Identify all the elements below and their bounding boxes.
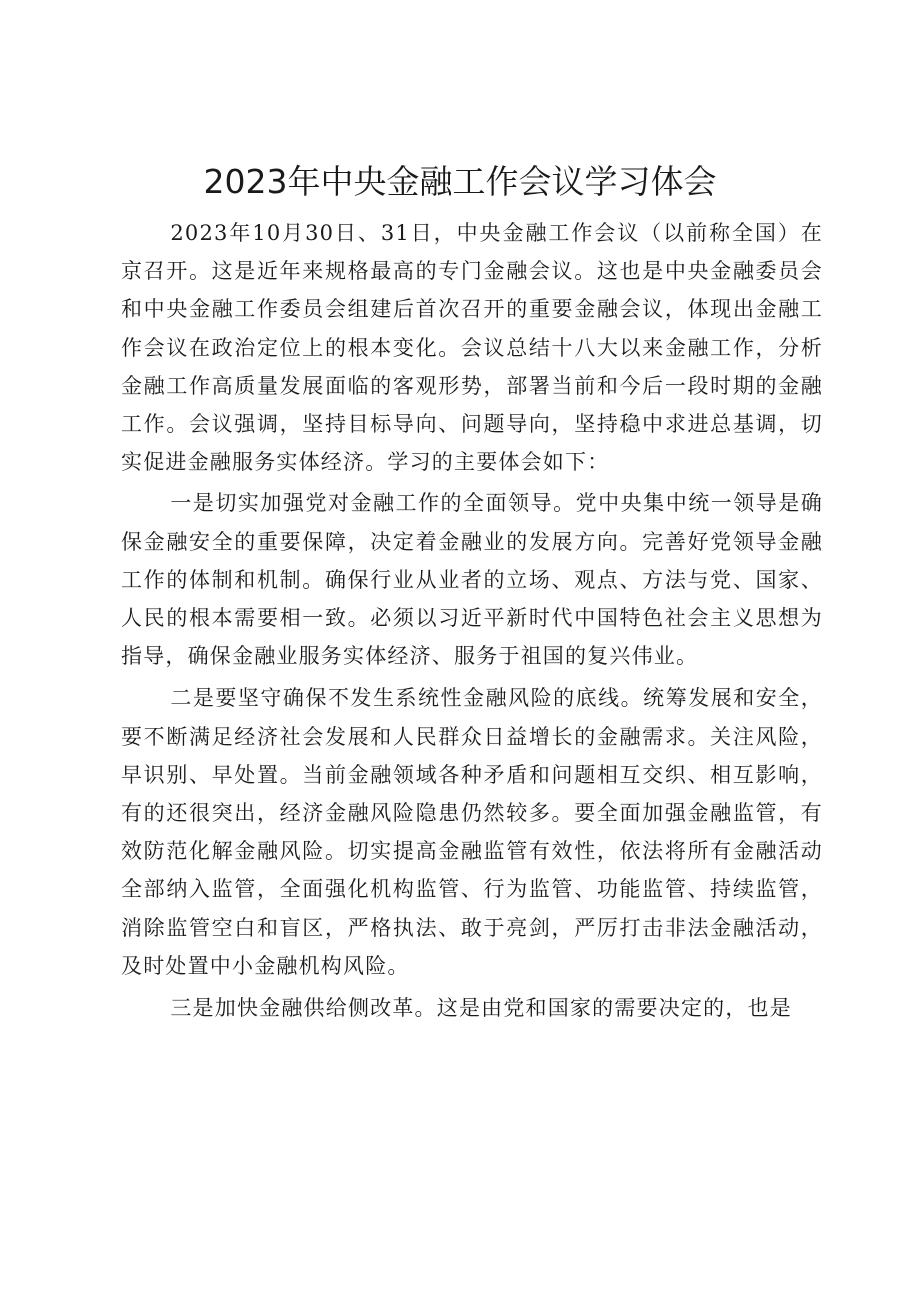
paragraph-point-one: 一是切实加强党对金融工作的全面领导。党中央集中统一领导是确保金融安全的重要保障，决定着金融业的发展方向。完善好党领导金融工作的体制和机制。确保行业从业者的立场、观点、方法与党、国家、人民的根本需要相一致。必须以习近平新时代中国特色社会主义思想为指导，确保金融业服务实体经济、服务于祖国的复兴伟业。 [121,491,823,669]
paragraph-point-two: 二是要坚守确保不发生系统性金融风险的底线。统筹发展和安全，要不断满足经济社会发展和人民群众日益增长的金融需求。关注风险，早识别、早处置。当前金融领域各种矛盾和问题相互交织、相互影响，有的还很突出，经济金融风险隐患仍然较多。要全面加强金融监管，有效防范化解金融风险。切实提高金融监管有效性，依法将所有金融活动全部纳入监管，全面强化机构监管、行为监管、功能监管、持续监管，消除监管空白和盲区，严格执法、敢于亮剑，严厉打击非法金融活动，及时处置中小金融机构风险。 [121,686,823,978]
document-title: 2023年中央金融工作会议学习体会 [203,162,717,201]
document-body [121,214,823,1027]
paragraph-point-three: 三是加快金融供给侧改革。这是由党和国家的需要决定的，也是 [170,996,792,1021]
paragraph-intro: 2023年10月30日、31日，中央金融工作会议（以前称全国）在京召开。这是近年来规格最高的专门金融会议。这也是中央金融委员会和中央金融工作委员会组建后首次召开的重要金融会议，体现出金融工作会议在政治定位上的根本变化。会议总结十八大以来金融工作，分析金融工作高质量发展面临的客观形势，部署当前和今后一段时期的金融工作。会议强调，坚持目标导向、问题导向，坚持稳中求进总基调，切实促进金融服务实体经济。学习的主要体会如下： [121,221,823,475]
